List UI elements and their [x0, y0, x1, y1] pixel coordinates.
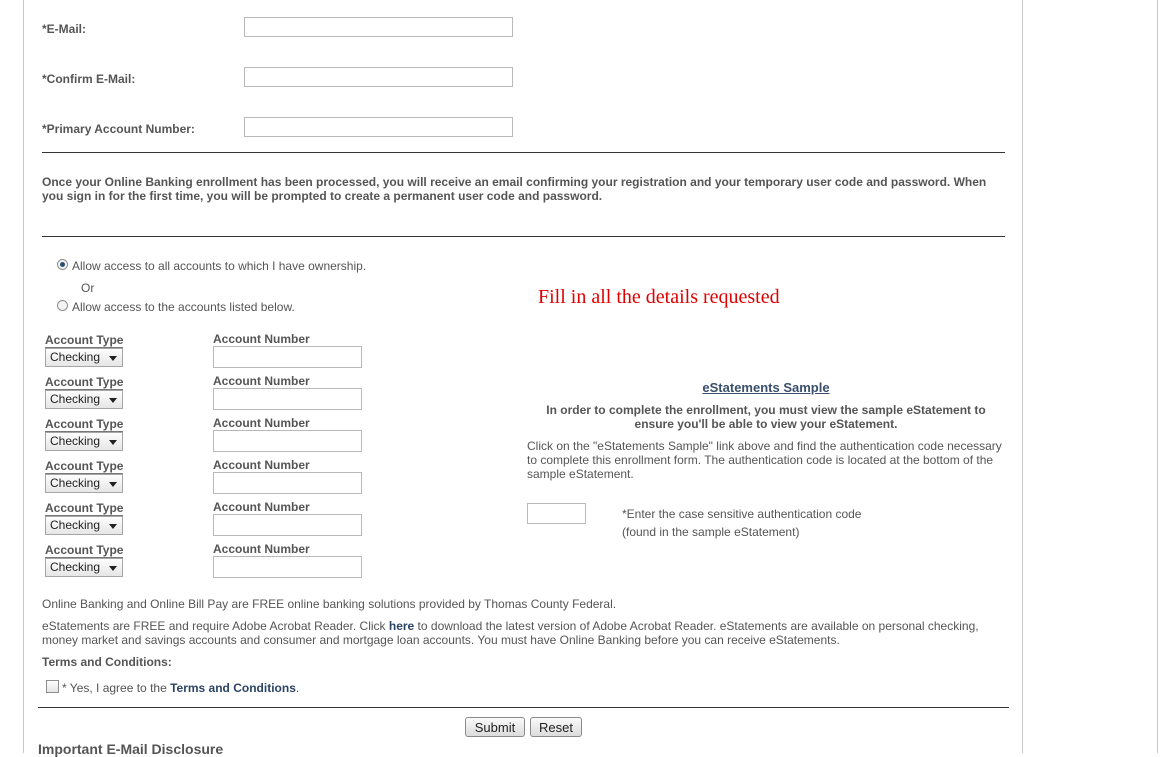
chevron-down-icon [109, 482, 117, 487]
account-type-header: Account Type [45, 501, 124, 515]
account-type-select[interactable] [45, 558, 123, 577]
access-listed-radio[interactable] [57, 300, 68, 311]
chevron-down-icon [109, 398, 117, 403]
agree-checkbox[interactable] [46, 680, 59, 693]
account-type-select[interactable] [45, 474, 123, 493]
auth-code-hint: (found in the sample eStatement) [622, 525, 800, 539]
account-number-field[interactable] [213, 346, 362, 368]
account-type-select[interactable] [45, 390, 123, 409]
auth-code-label: *Enter the case sensitive authentication code [622, 507, 862, 521]
access-all-radio[interactable] [57, 259, 68, 270]
enrollment-notice: Once your Online Banking enrollment has been processed, you will receive an email confirming your registration and your temporary user code and password. When you sign in for the first time, you will be prompted to create a permanent user code and password. [42, 175, 987, 203]
disclosure-heading: Important E-Mail Disclosure [38, 741, 224, 757]
account-type-value: Checking [50, 434, 101, 448]
auth-code-field[interactable] [527, 503, 586, 524]
account-number-header: Account Number [213, 458, 310, 472]
account-number-header: Account Number [213, 332, 310, 346]
estatements-must-view: In order to complete the enrollment, you must view the sample eStatement to ensure you'll be able to view your eStatement. [546, 403, 986, 431]
agree-text [62, 681, 299, 695]
account-type-value: Checking [50, 392, 101, 406]
right-border [1022, 0, 1023, 753]
confirm-email-label: *Confirm E-Mail: [42, 72, 136, 86]
account-number-header: Account Number [213, 542, 310, 556]
estatements-sample-link[interactable]: eStatements Sample [702, 380, 830, 395]
account-number-field[interactable] [213, 430, 362, 452]
reset-button[interactable]: Reset [530, 717, 582, 737]
window-edge [1157, 0, 1158, 753]
primary-account-field[interactable] [244, 117, 513, 137]
account-number-field[interactable] [213, 472, 362, 494]
estatements-info [42, 619, 1008, 647]
account-number-field[interactable] [213, 556, 362, 578]
access-all-label: Allow access to all accounts to which I have ownership. [72, 259, 367, 273]
divider [38, 707, 1009, 708]
agree-suffix: . [295, 681, 300, 695]
annotation-text: Fill in all the details requested [538, 286, 780, 308]
email-label: *E-Mail: [42, 22, 87, 36]
chevron-down-icon [109, 356, 117, 361]
account-type-header: Account Type [45, 417, 124, 431]
access-listed-label: Allow access to the accounts listed below. [72, 300, 295, 314]
account-type-select[interactable] [45, 516, 123, 535]
chevron-down-icon [109, 566, 117, 571]
divider [42, 236, 1005, 237]
chevron-down-icon [109, 440, 117, 445]
or-text: Or [81, 281, 95, 295]
account-number-header: Account Number [213, 416, 310, 430]
estatements-sample-wrap [527, 380, 1005, 395]
email-field[interactable] [244, 17, 513, 37]
account-type-value: Checking [50, 476, 101, 490]
divider [42, 152, 1005, 153]
free-banking-text: Online Banking and Online Bill Pay are FREE online banking solutions provided by Thomas County Federal. [42, 597, 617, 611]
account-type-value: Checking [50, 560, 101, 574]
terms-link[interactable]: Terms and Conditions [170, 681, 296, 695]
chevron-down-icon [109, 524, 117, 529]
primary-account-label: *Primary Account Number: [42, 122, 195, 136]
account-type-value: Checking [50, 518, 101, 532]
account-number-field[interactable] [213, 388, 362, 410]
account-type-select[interactable] [45, 432, 123, 451]
account-type-header: Account Type [45, 459, 124, 473]
estatements-info-text: eStatements are FREE and require Adobe Acrobat Reader. Click [42, 619, 389, 633]
agree-prefix: * Yes, I agree to the [62, 681, 171, 695]
account-number-header: Account Number [213, 374, 310, 388]
account-number-field[interactable] [213, 514, 362, 536]
estatements-instructions: Click on the "eStatements Sample" link above and find the authentication code necessary to complete this enrollment form. The authentication code is located at the bottom of the sample eStatement. [527, 439, 1002, 481]
left-border [23, 0, 24, 753]
account-type-header: Account Type [45, 375, 124, 389]
account-type-header: Account Type [45, 543, 124, 557]
account-type-header: Account Type [45, 333, 124, 347]
account-type-value: Checking [50, 350, 101, 364]
account-number-header: Account Number [213, 500, 310, 514]
account-type-select[interactable] [45, 348, 123, 367]
confirm-email-field[interactable] [244, 67, 513, 87]
here-link[interactable]: here [388, 619, 415, 633]
terms-heading: Terms and Conditions: [42, 655, 172, 669]
estatements-info-text: to download the latest version of Adobe Acrobat Reader. eStatements are available on personal checking, money market and savings accounts and consumer and mortgage loan accounts. You must have Online Banking before you can receive eStatements. [42, 619, 979, 647]
submit-button[interactable]: Submit [465, 717, 525, 737]
